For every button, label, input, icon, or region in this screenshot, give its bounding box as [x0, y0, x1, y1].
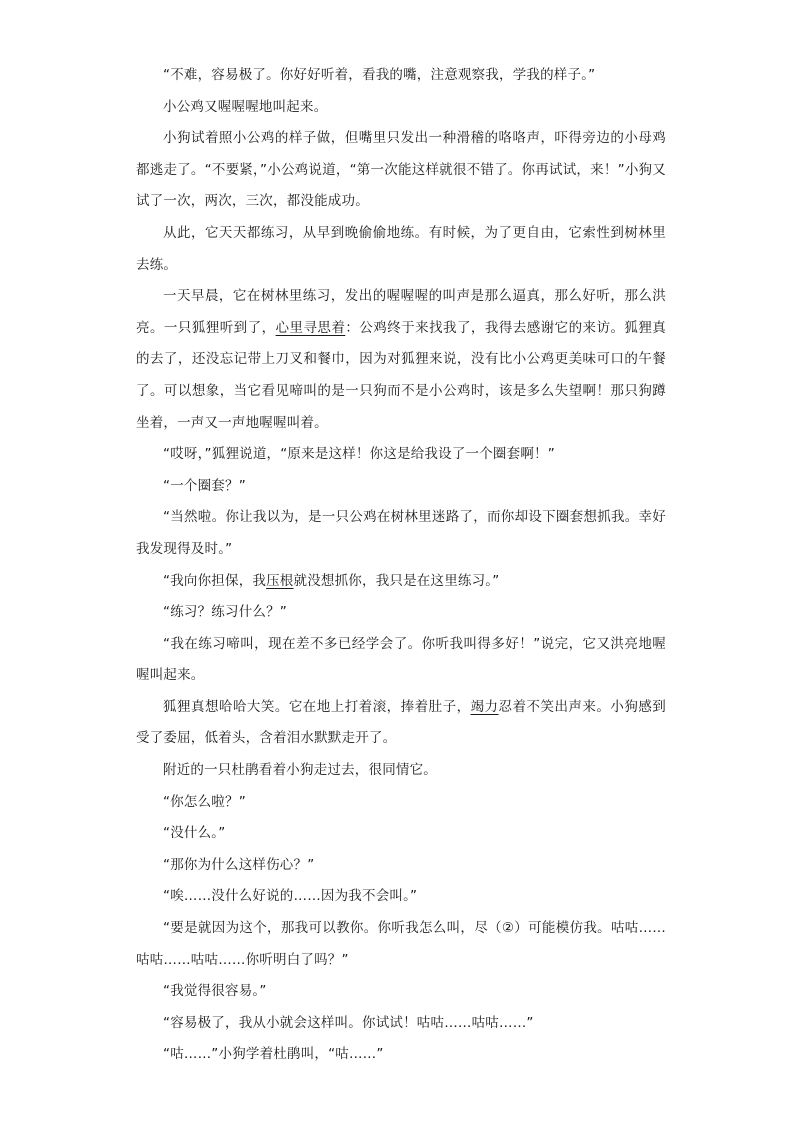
paragraph — [136, 692, 666, 755]
text-run: “当然啦。你让我以为，是一只公鸡在树林里迷路了，而你却设下圈套想抓我。幸好我发现得及时。” — [136, 509, 666, 557]
text-run: “练习？练习什么？” — [163, 604, 287, 621]
paragraph — [136, 881, 666, 913]
paragraph — [136, 218, 666, 281]
paragraph — [136, 913, 666, 976]
paragraph — [136, 60, 666, 92]
paragraph — [136, 629, 666, 692]
paragraph — [136, 566, 666, 598]
paragraph — [136, 818, 666, 850]
paragraph — [136, 439, 666, 471]
text-run: “你怎么啦？” — [163, 793, 246, 810]
text-run: “一个圈套？” — [163, 477, 246, 494]
text-run: “没什么。” — [163, 825, 226, 842]
underlined-word: 竭力 — [470, 698, 499, 715]
paragraph — [136, 471, 666, 503]
text-run: “不难，容易极了。你好好听着，看我的嘴，注意观察我，学我的样子。” — [163, 67, 596, 83]
paragraph — [136, 281, 666, 439]
text-run: 一天早晨，它在树林里练习，发出的喔喔喔的叫声是那么逼真，那么好听，那么洪亮。一只狐狸听到了， — [136, 288, 666, 336]
text-run: “我觉得很容易。” — [163, 983, 267, 1000]
text-run: “咕……”小狗学着杜鹃叫，“咕……” — [163, 1046, 384, 1063]
text-run: 小公鸡又喔喔喔地叫起来。 — [163, 98, 328, 115]
text-run: 忍着不笑出声来。小狗感到受了委屈，低着头，含着泪水默默走开了。 — [136, 698, 667, 747]
text-run: 小狗试着照小公鸡的样子做，但嘴里只发出一种滑稽的咯咯声，吓得旁边的小母鸡都逃走了。“不要紧，”小公鸡说道，“第一次能这样就很不错了。你再试试，来！”小狗又试了一次，两次，三次，都没能成功。 — [136, 130, 666, 210]
paragraph — [136, 755, 666, 787]
text-run: ：公鸡终于来找我了，我得去感谢它的来访。狐狸真的去了，还没忘记带上刀叉和餐巾，因为对狐狸来说，没有比小公鸡更美味可口的午餐了。可以想象，当它看见啼叫的是一只狗而不是小公鸡时，该是多么失望啊！那只狗蹲坐着，一声又一声地喔喔叫着。 — [136, 319, 667, 431]
underlined-word: 压根 — [266, 572, 294, 589]
paragraph — [136, 1008, 666, 1040]
paragraph — [136, 123, 666, 218]
underlined-word: 心里寻思着 — [275, 319, 346, 336]
text-run: 狐狸真想哈哈大笑。它在地上打着滚，捧着肚子， — [163, 698, 471, 715]
text-run: “我向你担保，我 — [163, 572, 267, 589]
paragraph — [136, 787, 666, 819]
paragraph — [136, 976, 666, 1008]
text-run: “要是就因为这个，那我可以教你。你听我怎么叫，尽（②）可能模仿我。咕咕……咕咕……咕咕……你听明白了吗？” — [136, 920, 666, 968]
paragraph — [136, 92, 666, 124]
text-run: 附近的一只杜鹃看着小狗走过去，很同情它。 — [163, 762, 437, 779]
paragraph — [136, 502, 666, 565]
paragraph — [136, 850, 666, 882]
text-run: “唉……没什么好说的……因为我不会叫。” — [163, 888, 418, 905]
text-run: “那你为什么这样伤心？” — [163, 856, 315, 873]
text-run: “容易极了，我从小就会这样叫。你试试！咕咕……咕咕……” — [163, 1014, 534, 1031]
story-text — [136, 60, 666, 1071]
text-run: 从此，它天天都练习，从早到晚偷偷地练。有时候，为了更自由，它索性到树林里去练。 — [136, 224, 666, 273]
text-run: “哎呀，”狐狸说道，“原来是这样！你这是给我设了一个圈套啊！” — [163, 446, 555, 463]
text-run: 就没想抓你，我只是在这里练习。” — [293, 572, 500, 589]
paragraph — [136, 597, 666, 629]
paragraph — [136, 1039, 666, 1071]
text-run: “我在练习啼叫，现在差不多已经学会了。你听我叫得多好！”说完，它又洪亮地喔喔叫起来。 — [136, 635, 666, 684]
